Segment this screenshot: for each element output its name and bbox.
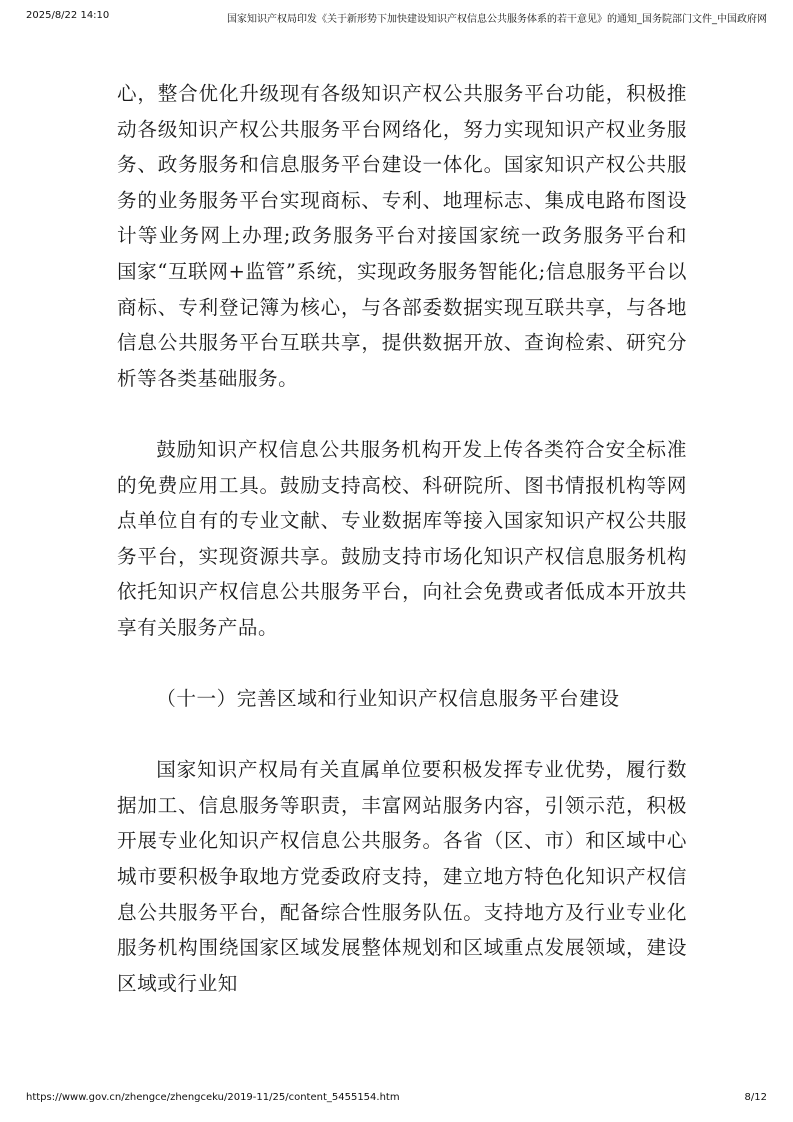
paragraph: 国家知识产权局有关直属单位要积极发挥专业优势，履行数据加工、信息服务等职责，丰富网站服务内容，引领示范，积极开展专业化知识产权信息公共服务。各省（区、市）和区域中心城市要积极争取地方党委政府支持，建立地方特色化知识产权信息公共服务平台，配备综合性服务队伍。支持地方及行业专业化服务机构围绕国家区域发展整体规划和区域重点发展领域，建设区域或行业知 [117,758,687,995]
section-heading: （十一）完善区域和行业知识产权信息服务平台建设 [156,687,620,711]
print-footer [0,1092,793,1112]
page-url: https://www.gov.cn/zhengce/zhengceku/2019-11/25/content_5455154.htm [26,1092,400,1103]
print-header [0,6,793,30]
page-number: 8/12 [744,1092,767,1103]
paragraph: 鼓励知识产权信息公共服务机构开发上传各类符合安全标准的免费应用工具。鼓励支持高校、科研院所、图书情报机构等网点单位自有的专业文献、专业数据库等接入国家知识产权公共服务平台，实现资源共享。鼓励支持市场化知识产权信息服务机构依托知识产权信息公共服务平台，向社会免费或者低成本开放共享有关服务产品。 [117,437,687,639]
paragraph-continued: 心，整合优化升级现有各级知识产权公共服务平台功能，积极推动各级知识产权公共服务平台网络化，努力实现知识产权业务服务、政务服务和信息服务平台建设一体化。国家知识产权公共服务的业务服务平台实现商标、专利、地理标志、集成电路布图设计等业务网上办理;政务服务平台对接国家统一政务服务平台和国家“互联网+监管”系统，实现政务服务智能化;信息服务平台以商标、专利登记簿为核心，与各部委数据实现互联共享，与各地信息公共服务平台互联共享，提供数据开放、查询检索、研究分析等各类基础服务。 [117,82,687,390]
page-title: 国家知识产权局印发《关于新形势下加快建设知识产权信息公共服务体系的若干意见》的通知_国务院部门文件_中国政府网 [227,14,767,25]
document-body [117,76,687,1001]
print-date: 2025/8/22 14:10 [26,10,110,21]
